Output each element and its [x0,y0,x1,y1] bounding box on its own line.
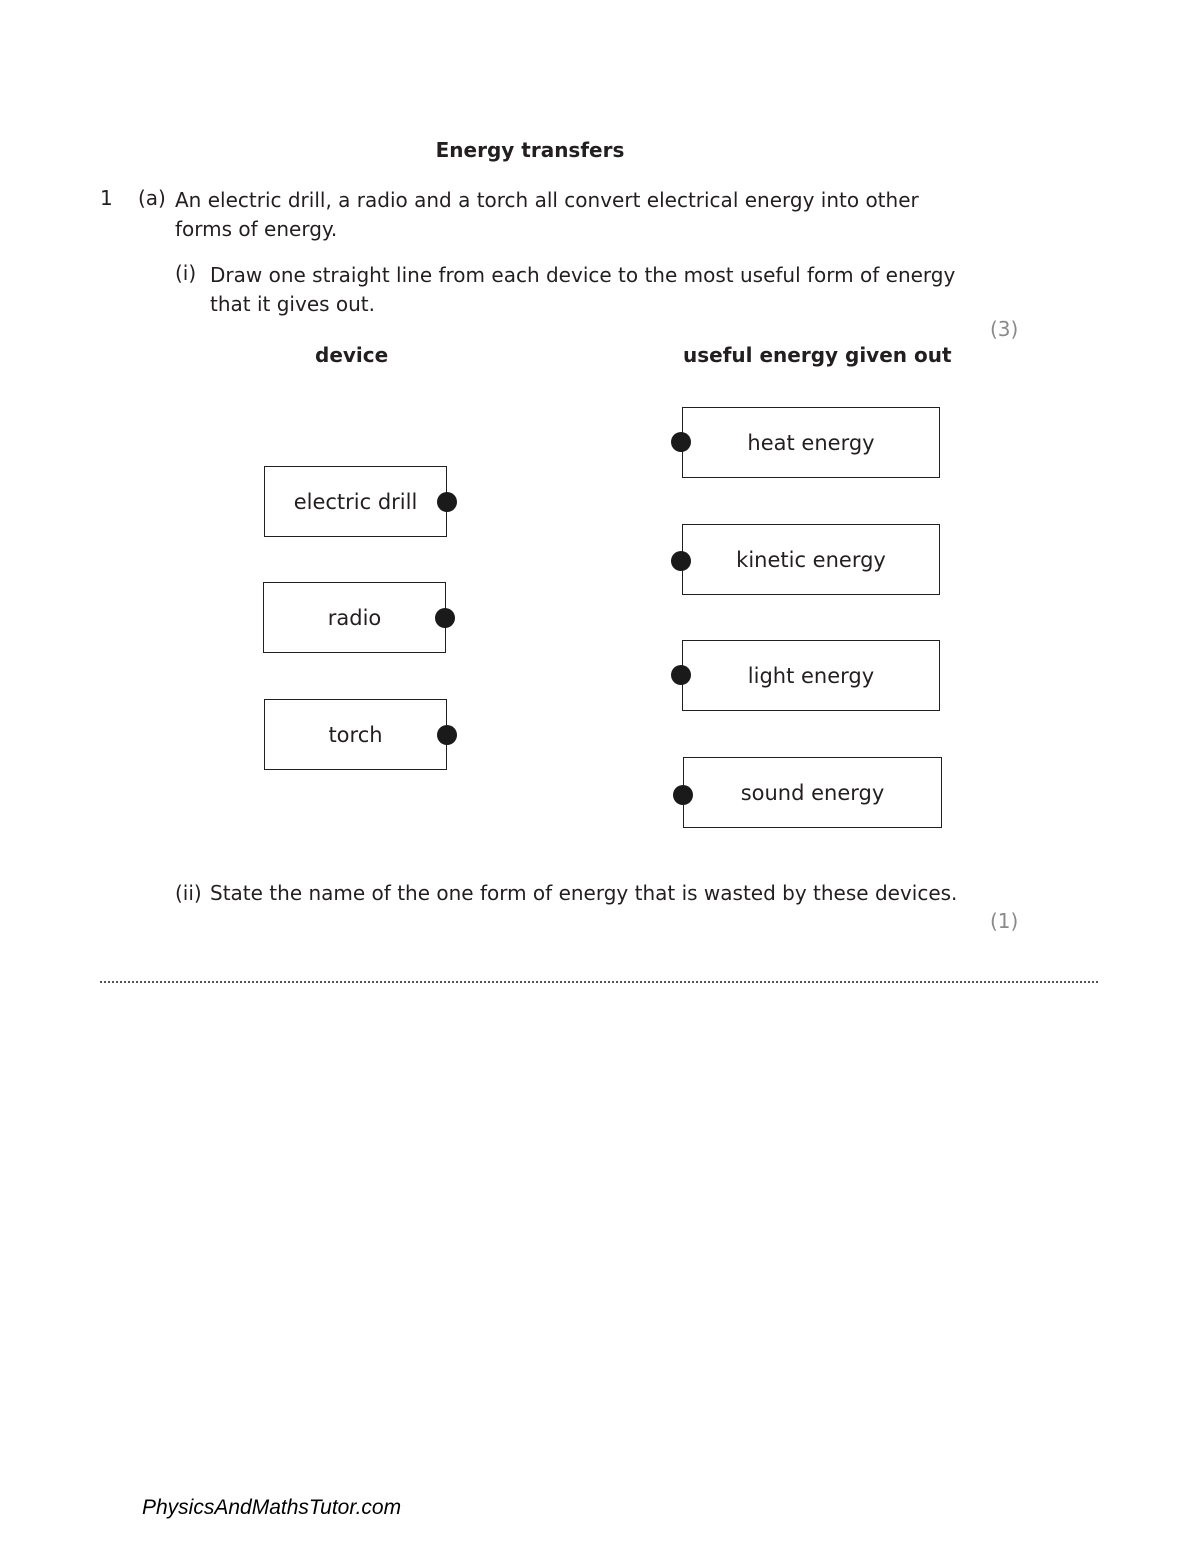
footer-watermark: PhysicsAndMathsTutor.com [142,1496,402,1519]
energy-box-light [682,640,940,711]
subquestion-ii-label: (ii) [175,881,202,905]
device-box-electric-drill [264,466,447,537]
energy-box-sound [683,757,942,828]
device-label: torch [328,722,383,747]
energy-label: kinetic energy [736,547,886,572]
answer-line[interactable] [100,981,1098,983]
device-column-heading: device [315,343,389,367]
energy-connector-dot[interactable] [673,785,693,805]
energy-label: sound energy [740,780,885,805]
device-box-radio [263,582,446,653]
energy-connector-dot[interactable] [671,551,691,571]
question-part-label: (a) [138,186,166,210]
device-label: electric drill [293,489,418,514]
device-connector-dot[interactable] [437,492,457,512]
energy-box-heat [682,407,940,478]
device-label: radio [327,605,382,630]
subquestion-i-label: (i) [175,261,197,285]
energy-label: light energy [747,663,875,688]
subquestion-ii-marks: (1) [990,909,1019,933]
energy-column-heading: useful energy given out [683,343,952,367]
subquestion-i-text: Draw one straight line from each device to the most useful form of energy that it gives out. [210,263,956,316]
device-box-torch [264,699,447,770]
device-connector-dot[interactable] [437,725,457,745]
subquestion-ii-text: State the name of the one form of energy that is wasted by these devices. [210,881,958,905]
question-number: 1 [100,186,113,210]
energy-connector-dot[interactable] [671,432,691,452]
energy-connector-dot[interactable] [671,665,691,685]
question-text: An electric drill, a radio and a torch all convert electrical energy into other forms of energy. [175,188,919,241]
energy-box-kinetic [682,524,940,595]
device-connector-dot[interactable] [435,608,455,628]
page-title: Energy transfers [435,138,625,162]
energy-label: heat energy [747,430,875,455]
subquestion-i-marks: (3) [990,317,1019,341]
